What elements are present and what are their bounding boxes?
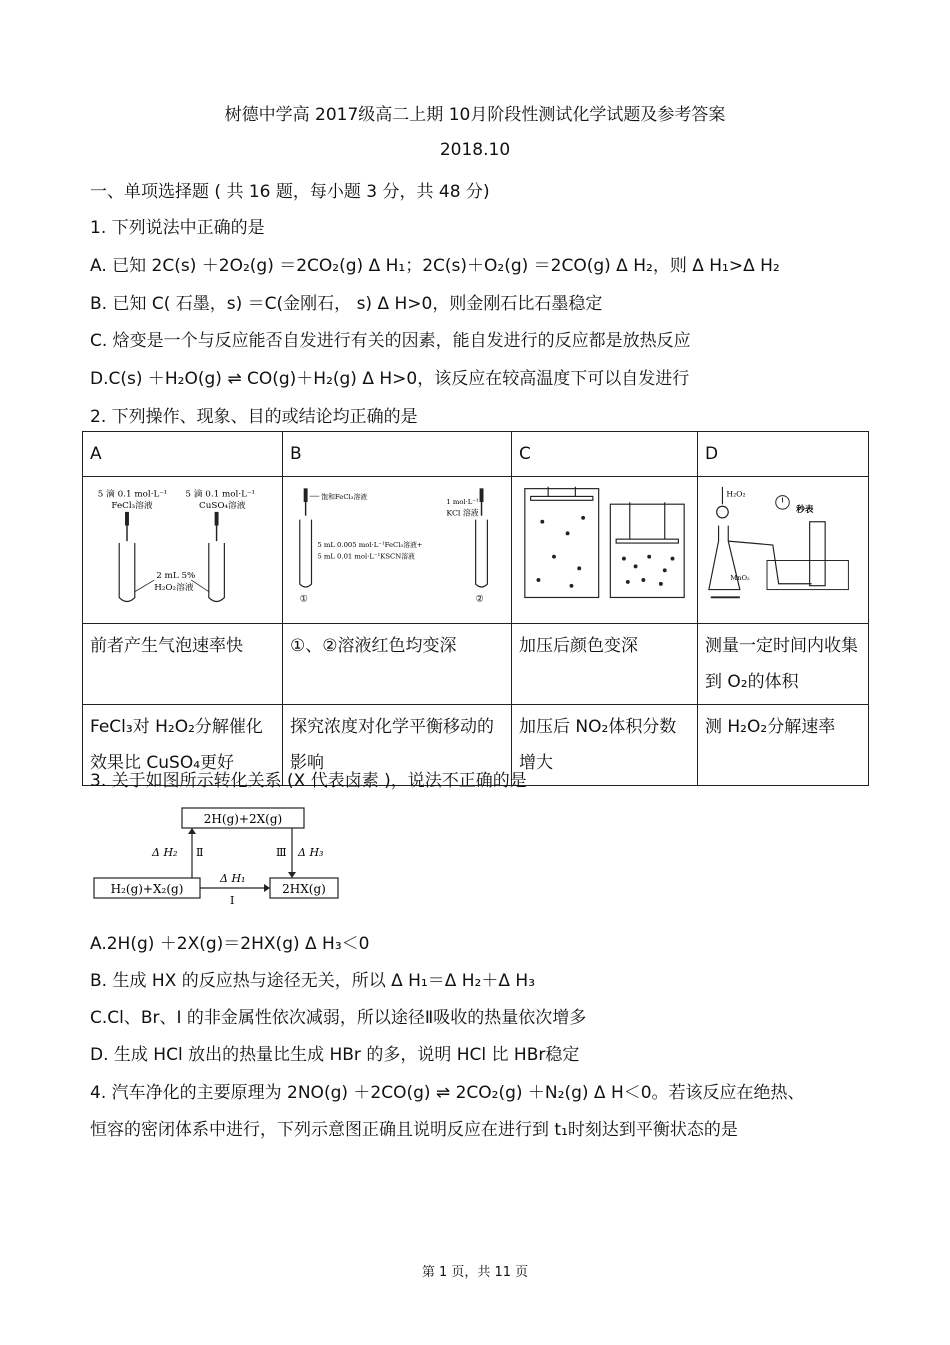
q2-conclusion-c: 加压后 NO₂体积分数增大: [512, 705, 698, 786]
dropper-left-icon: [125, 512, 129, 541]
doc-title: 树德中学高 2017级高二上期 10月阶段性测试化学试题及参考答案: [224, 105, 726, 125]
container-small-icon: [610, 502, 684, 597]
fig-a-label-bottom: 2 mL 5%: [156, 571, 196, 582]
box-product-label: 2HX(g): [282, 882, 326, 896]
q1-option-d: D.C(s) ＋H₂O(g) ⇌ CO(g)＋H₂(g) Δ H>0，该反应在较高温度下可以自发进行: [90, 369, 690, 389]
q2-header-d: D: [698, 432, 869, 477]
q2-figure-c-cell: [512, 477, 698, 624]
q2-conclusion-d: 测 H₂O₂分解速率: [698, 705, 869, 786]
test-tube-b1-icon: [300, 520, 312, 587]
q2-stem: 2. 下列操作、现象、目的或结论均正确的是: [90, 407, 418, 427]
q4-stem-line1: 4. 汽车净化的主要原理为 2NO(g) ＋2CO(g) ⇌ 2CO₂(g) ＋N₂(g) Δ H＜0。若该反应在绝热、: [90, 1083, 805, 1103]
stopwatch-icon: [776, 496, 790, 510]
section-heading: 一、单项选择题 ( 共 16 题，每小题 3 分，共 48 分): [90, 182, 490, 202]
fig-a-label-right2: CuSO₄溶液: [199, 501, 246, 511]
test-tube-b2-icon: [476, 520, 488, 587]
q2-phenomenon-b: ①、②溶液红色均变深: [283, 624, 512, 705]
test-tube-left-icon: [119, 543, 135, 601]
label-iii: Ⅲ: [276, 846, 287, 859]
fig-a-label-left: 5 滴 0.1 mol·L⁻¹: [97, 489, 168, 500]
fig-b-label-r1: 1 mol·L⁻¹: [446, 497, 479, 506]
fig-d-label-timer: 秒表: [796, 505, 814, 516]
dropper-b-left-icon: [304, 488, 308, 515]
label-dh3: Δ H₃: [298, 846, 324, 859]
fig-b-label-n2: ②: [475, 594, 484, 605]
q2-phenomenon-d: 测量一定时间内收集到 O₂的体积: [698, 624, 869, 705]
label-dh2: Δ H₂: [152, 846, 178, 859]
q2-header-b: B: [283, 432, 512, 477]
q4-stem-line2: 恒容的密闭体系中进行，下列示意图正确且说明反应在进行到 t₁时刻达到平衡状态的是: [90, 1120, 738, 1140]
gas-containers-figure-c: [519, 481, 690, 609]
q1-stem: 1. 下列说法中正确的是: [90, 218, 265, 238]
container-large-icon: [525, 487, 599, 598]
q2-figure-b-cell: [283, 477, 512, 624]
q2-phenomenon-c: 加压后颜色变深: [512, 624, 698, 705]
fig-d-label-mno2: MnO₂: [730, 573, 750, 582]
q1-option-a: A. 已知 2C(s) ＋2O₂(g) ＝2CO₂(g) Δ H₁；2C(s)＋O₂(g) ＝2CO(g) Δ H₂，则 Δ H₁>Δ H₂: [90, 256, 780, 276]
doc-date: 2018.10: [439, 140, 511, 160]
fig-b-label-m2: 5 mL 0.01 mol·L⁻¹KSCN溶液: [317, 552, 415, 561]
fig-d-label-h2o2: H₂O₂: [726, 489, 746, 499]
label-i: Ⅰ: [230, 894, 235, 907]
q3-option-a: A.2H(g) ＋2X(g)＝2HX(g) Δ H₃＜0: [90, 934, 370, 954]
fig-b-label-m1: 5 mL 0.005 mol·L⁻¹FeCl₃溶液+: [317, 540, 423, 549]
label-ii: Ⅱ: [196, 846, 204, 859]
test-tubes-figure-a: [90, 481, 275, 609]
q2-conclusion-a: FeCl₃对 H₂O₂分解催化效果比 CuSO₄更好: [83, 705, 283, 786]
fig-a-label-right: 5 滴 0.1 mol·L⁻¹: [185, 489, 256, 500]
molecules-icon: [536, 516, 674, 588]
page-footer: 第 1 页，共 11 页: [421, 1265, 529, 1280]
box-atoms-label: 2H(g)+2X(g): [203, 812, 283, 826]
q2-header-a: A: [83, 432, 283, 477]
fig-b-label-n1: ①: [299, 594, 308, 605]
dropper-right-icon: [215, 512, 219, 541]
q3-energy-cycle-diagram: [90, 800, 350, 910]
q1-option-c: C. 焓变是一个与反应能否自发进行有关的因素，能自发进行的反应都是放热反应: [90, 331, 691, 351]
gas-collection-figure-d: [705, 481, 861, 609]
label-dh1: Δ H₁: [220, 872, 246, 885]
q3-stem: 3. 关于如图所示转化关系 (X 代表卤素 )，说法不正确的是: [90, 771, 527, 791]
q1-option-b: B. 已知 C( 石墨，s) ＝C(金刚石， s) Δ H>0，则金刚石比石墨稳定: [90, 294, 603, 314]
q2-figure-a-cell: [83, 477, 283, 624]
fig-b-label-r2: KCl 溶液: [446, 508, 479, 518]
box-reactants-label: H₂(g)+X₂(g): [110, 882, 184, 896]
q3-option-d: D. 生成 HCl 放出的热量比生成 HBr 的多，说明 HCl 比 HBr稳定: [90, 1045, 580, 1065]
q2-figure-d-cell: [698, 477, 869, 624]
q2-header-c: C: [512, 432, 698, 477]
q2-table: [82, 431, 869, 786]
graduated-cylinder-icon: [810, 522, 826, 586]
q3-option-b: B. 生成 HX 的反应热与途径无关，所以 Δ H₁＝Δ H₂＋Δ H₃: [90, 971, 536, 991]
q2-conclusion-b: 探究浓度对化学平衡移动的影响: [283, 705, 512, 786]
water-trough-icon: [767, 561, 848, 590]
fig-a-label-left2: FeCl₃溶液: [111, 501, 153, 511]
q2-phenomenon-a: 前者产生气泡速率快: [83, 624, 283, 705]
q3-option-c: C.Cl、Br、I 的非金属性依次减弱，所以途径Ⅱ吸收的热量依次增多: [90, 1008, 587, 1028]
test-tube-right-icon: [209, 543, 225, 601]
dropper-b-right-icon: [480, 488, 484, 515]
fig-a-label-bottom2: H₂O₂溶液: [154, 582, 194, 593]
fig-b-label-l1: 饱和FeCl₃溶液: [321, 493, 368, 502]
test-tubes-figure-b: [290, 481, 504, 609]
